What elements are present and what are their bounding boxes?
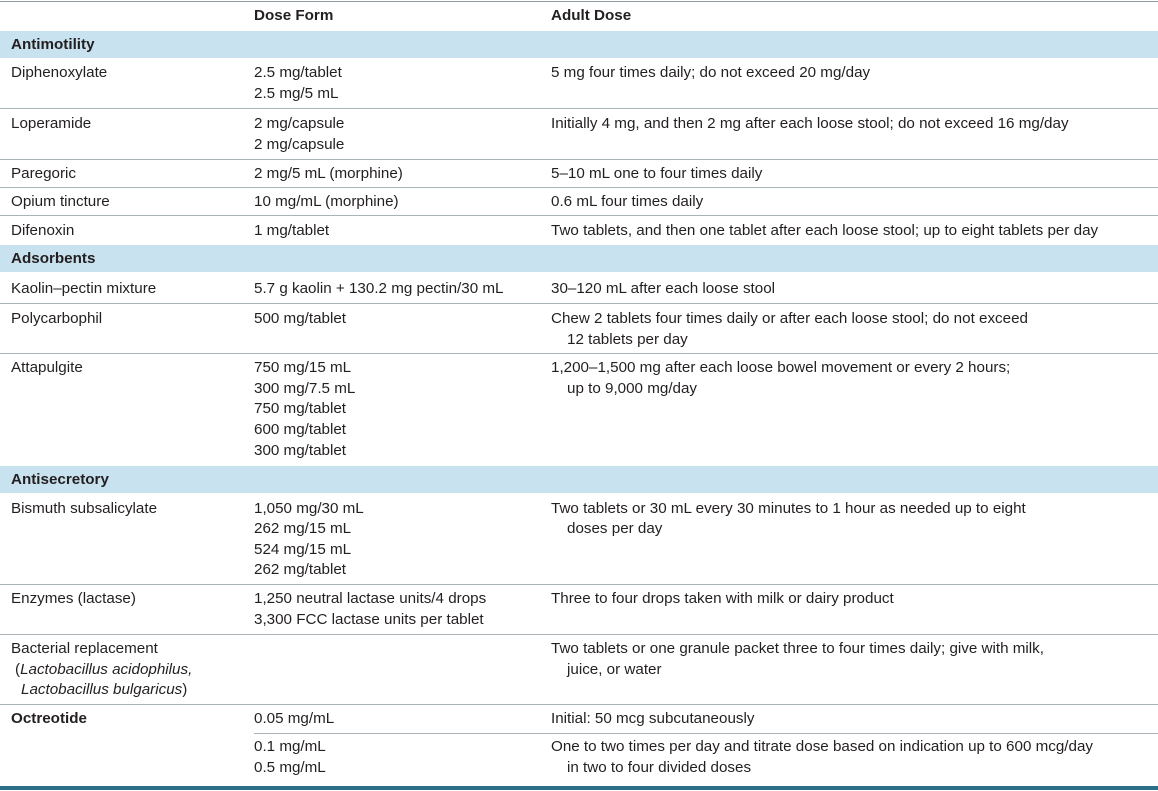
dose-form-line: 1,250 neutral lactase units/4 drops (254, 590, 487, 607)
adult-dose-continued: juice, or water (567, 661, 662, 678)
section-adsorbents (0, 245, 1158, 272)
adult-dose: 5 mg four times daily; do not exceed 20 mg/day (551, 64, 871, 81)
drug-name: Enzymes (lactase) (11, 590, 136, 607)
row-divider (0, 215, 1158, 216)
drug-name: Bacterial replacement (11, 640, 158, 657)
dose-form-line: 300 mg/tablet (254, 442, 347, 459)
section-antisecretory (0, 466, 1158, 493)
drug-name: Difenoxin (11, 222, 75, 239)
dose-form-line: 600 mg/tablet (254, 421, 347, 438)
drug-name: Attapulgite (11, 359, 83, 376)
adult-dose: One to two times per day and titrate dose based on indication up to 600 mcg/day (551, 738, 1094, 755)
drug-name: Opium tincture (11, 193, 110, 210)
row-divider (0, 634, 1158, 635)
row-divider (0, 108, 1158, 109)
row-divider (0, 187, 1158, 188)
dose-form-line: 1,050 mg/30 mL (254, 500, 364, 517)
adult-dose: Two tablets, and then one tablet after each loose stool; up to eight tablets per day (551, 222, 1099, 239)
adult-dose: Initially 4 mg, and then 2 mg after each loose stool; do not exceed 16 mg/day (551, 115, 1069, 132)
drug-name: Polycarbophil (11, 310, 103, 327)
adult-dose: Two tablets or one granule packet three to four times daily; give with milk, (551, 640, 1044, 657)
drug-name: Kaolin–pectin mixture (11, 280, 157, 297)
dose-form-line: 0.5 mg/mL (254, 759, 326, 776)
dose-form-line: 3,300 FCC lactase units per tablet (254, 611, 484, 628)
dose-form-line: 750 mg/tablet (254, 400, 347, 417)
dose-form-line: 262 mg/15 mL (254, 520, 352, 537)
organism-name: Lactobacillus acidophilus, (20, 661, 193, 678)
row-divider (0, 353, 1158, 354)
row-divider (0, 159, 1158, 160)
drug-subname: (Lactobacillus acidophilus, (15, 661, 193, 678)
organism-name: Lactobacillus bulgaricus (21, 681, 183, 698)
adult-dose: 5–10 mL one to four times daily (551, 165, 763, 182)
dose-form-line: 0.1 mg/mL (254, 738, 326, 755)
row-divider (254, 733, 1158, 734)
adult-dose-continued: 12 tablets per day (567, 331, 688, 348)
section-label: Adsorbents (11, 250, 96, 267)
dose-form-line: 2 mg/capsule (254, 115, 345, 132)
adult-dose-continued: up to 9,000 mg/day (567, 380, 698, 397)
header-adult-dose: Adult Dose (551, 7, 632, 24)
adult-dose-continued: in two to four divided doses (567, 759, 752, 776)
row-divider (0, 303, 1158, 304)
adult-dose: 30–120 mL after each loose stool (551, 280, 776, 297)
dose-form-line: 2 mg/capsule (254, 136, 345, 153)
adult-dose: 0.6 mL four times daily (551, 193, 704, 210)
adult-dose: Chew 2 tablets four times daily or after each loose stool; do not exceed (551, 310, 1028, 327)
dose-form-line: 0.05 mg/mL (254, 710, 335, 727)
row-divider (0, 704, 1158, 705)
dose-form-line: 1 mg/tablet (254, 222, 330, 239)
dose-form-line: 5.7 g kaolin + 130.2 mg pectin/30 mL (254, 280, 504, 297)
section-label: Antimotility (11, 36, 95, 53)
table-bottom-rule (0, 786, 1158, 790)
dose-form-line: 10 mg/mL (morphine) (254, 193, 399, 210)
drug-name: Loperamide (11, 115, 92, 132)
drug-name: Paregoric (11, 165, 76, 182)
section-label: Antisecretory (11, 471, 109, 488)
dose-form-line: 2 mg/5 mL (morphine) (254, 165, 403, 182)
drug-subname: Lactobacillus bulgaricus) (21, 681, 188, 698)
header-dose-form: Dose Form (254, 7, 334, 24)
dose-form-line: 500 mg/tablet (254, 310, 347, 327)
drug-name: Bismuth subsalicylate (11, 500, 158, 517)
table-top-rule (0, 1, 1158, 2)
section-antimotility (0, 31, 1158, 58)
dose-form-line: 2.5 mg/5 mL (254, 85, 339, 102)
adult-dose: Three to four drops taken with milk or dairy product (551, 590, 894, 607)
adult-dose: Two tablets or 30 mL every 30 minutes to 1 hour as needed up to eight (551, 500, 1026, 517)
drug-name: Octreotide (11, 710, 87, 727)
drug-name: Diphenoxylate (11, 64, 108, 81)
adult-dose: Initial: 50 mcg subcutaneously (551, 710, 755, 727)
dose-form-line: 750 mg/15 mL (254, 359, 352, 376)
dose-form-line: 300 mg/7.5 mL (254, 380, 356, 397)
adult-dose-continued: doses per day (567, 520, 663, 537)
dose-form-line: 524 mg/15 mL (254, 541, 352, 558)
dose-form-line: 262 mg/tablet (254, 561, 347, 578)
dose-form-line: 2.5 mg/tablet (254, 64, 342, 81)
adult-dose: 1,200–1,500 mg after each loose bowel movement or every 2 hours; (551, 359, 1011, 376)
row-divider (0, 584, 1158, 585)
